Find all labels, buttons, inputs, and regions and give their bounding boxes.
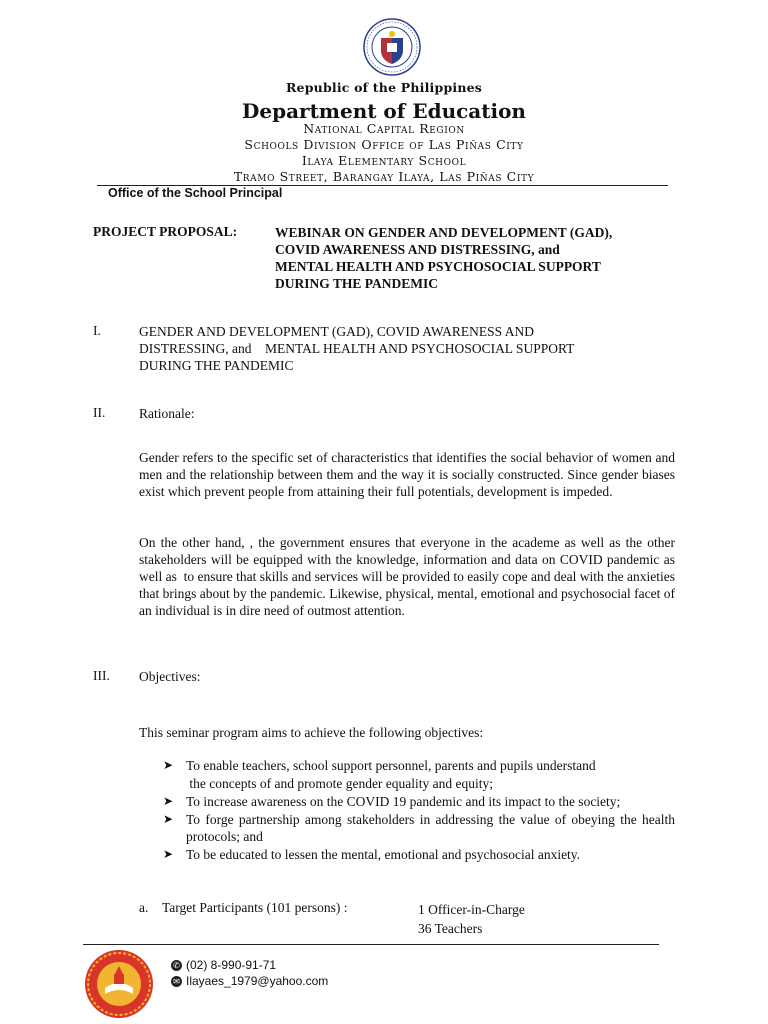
proposal-title-line: COVID AWARENESS AND DISTRESSING, and [275,242,560,257]
phone-icon: ✆ [171,960,182,971]
list-item [163,793,675,811]
phone-number: (02) 8-990-91-71 [186,958,277,972]
list-item [163,757,675,792]
participant-count: 36 Teachers [418,921,483,936]
address-line: Tramo Street, Barangay Ilaya, Las Piñas City [233,169,535,184]
section-i-line: DURING THE PANDEMIC [139,358,294,373]
footer-divider [83,944,659,945]
region-line: National Capital Region [303,121,465,136]
arrow-bullet-icon: ➤ [163,847,174,861]
participant-count: 1 Officer-in-Charge [418,902,525,917]
objective-text: the concepts of and promote gender equality and equity; [186,775,494,791]
school-line: Ilaya Elementary School [301,153,467,168]
objective-text: To forge partnership among stakeholders in addressing the value of obeying the health protocols; and [186,811,675,844]
section-ii-title: Rationale: [139,406,195,421]
target-letter: a. [139,900,149,915]
office-label: Office of the School Principal [108,186,283,200]
section-i-line: DISTRESSING, and MENTAL HEALTH AND PSYCHOSOCIAL SUPPORT [139,341,575,356]
email-address: Ilayaes_1979@yahoo.com [186,974,329,988]
list-item [163,811,675,846]
rationale-paragraph: Gender refers to the specific set of characteristics that identifies the social behavior of women and men and the relationship between them and the way it is socially constructed. Since gender biases exist which prevent people from attaining their full potentials, development is impeded. [139,450,675,499]
proposal-title-line: MENTAL HEALTH AND PSYCHOSOCIAL SUPPORT [275,259,601,274]
proposal-label: PROJECT PROPOSAL: [93,224,238,239]
section-iii-number: III. [93,668,110,683]
rationale-paragraph: On the other hand, , the government ensures that everyone in the academe as well as the other stakeholders will be equipped with the knowledge, information and data on COVID pandemic as well as to ensure that skills and services will be provided to easily cope and deal with the anxieties that brings about by the pandemic. Likewise, physical, mental, emotional and psychosocial facet of an individual is in dire need of outmost attention. [139,535,679,618]
section-i-number: I. [93,323,101,338]
republic-heading: Republic of the Philippines [285,80,483,95]
section-iii-title: Objectives: [139,669,201,684]
objectives-list [163,757,675,864]
target-participants-label: Target Participants (101 persons) : [162,900,348,915]
arrow-bullet-icon: ➤ [163,758,174,772]
proposal-title [275,224,612,292]
school-seal [83,948,155,1020]
objective-text: To enable teachers, school support personnel, parents and pupils understand [186,758,596,773]
division-line: Schools Division Office of Las Piñas City [244,137,524,152]
list-item [163,846,675,864]
arrow-bullet-icon: ➤ [163,793,174,808]
proposal-title-line: WEBINAR ON GENDER AND DEVELOPMENT (GAD), [275,225,613,240]
objective-text: To be educated to lessen the mental, emotional and psychosocial anxiety. [186,847,581,862]
target-participants-values [418,900,525,938]
section-i-heading [139,323,659,374]
email-icon: ✉ [171,976,182,987]
arrow-bullet-icon: ➤ [163,811,174,826]
section-ii-number: II. [93,405,106,420]
section-i-line: GENDER AND DEVELOPMENT (GAD), COVID AWARENESS AND [139,324,535,339]
footer-phone [171,958,276,972]
department-heading: Department of Education [242,99,526,123]
proposal-title-line: DURING THE PANDEMIC [275,276,439,291]
objectives-intro: This seminar program aims to achieve the following objectives: [139,725,484,740]
deped-seal [363,18,421,76]
objective-text: To increase awareness on the COVID 19 pandemic and its impact to the society; [186,793,621,809]
footer-email [171,974,328,988]
